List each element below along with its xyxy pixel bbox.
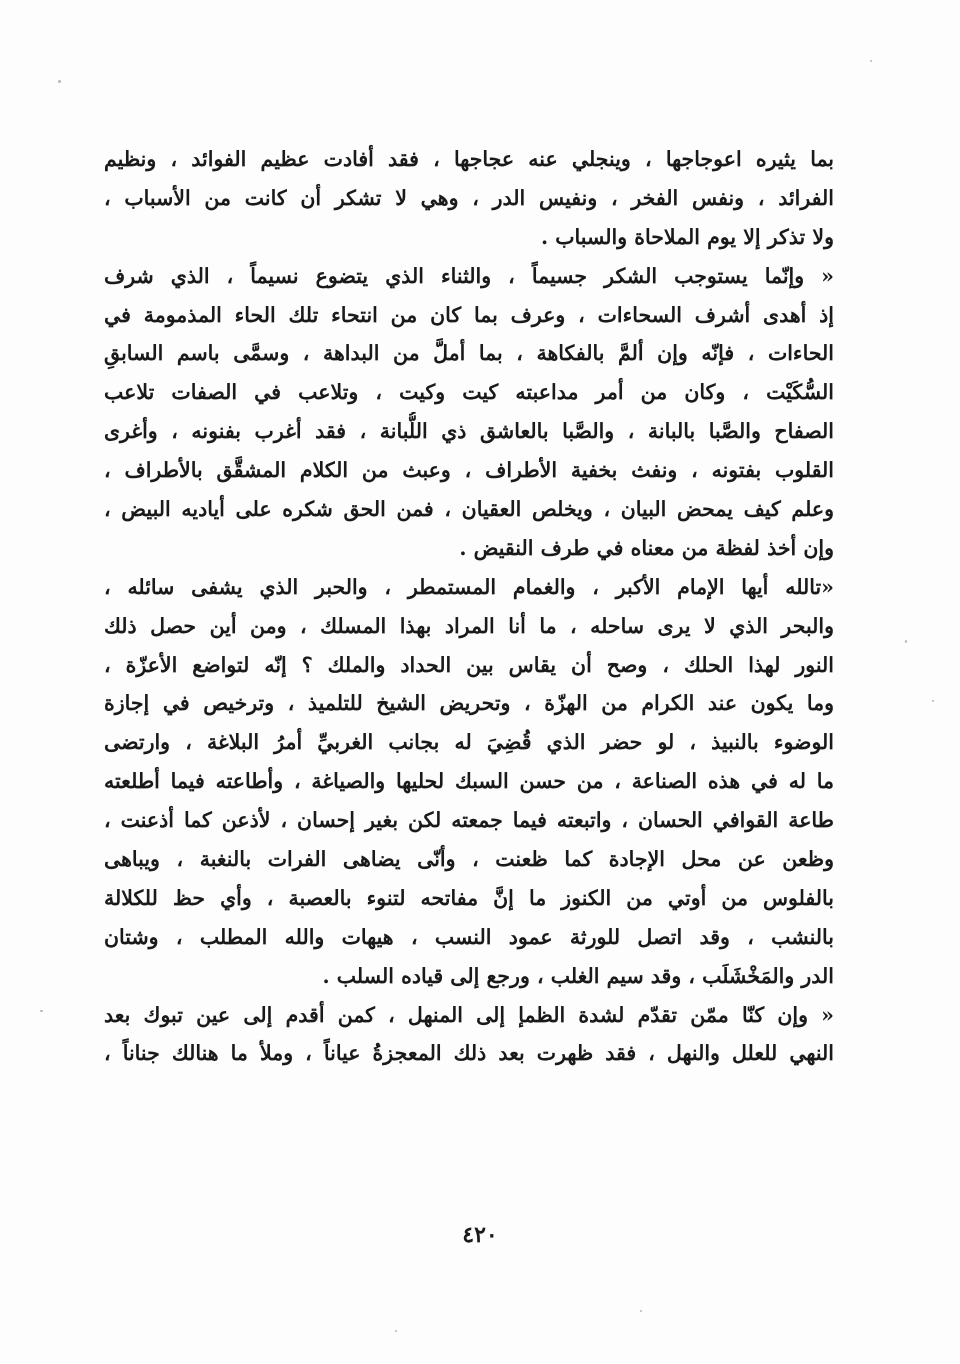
text-line: النور لهذا الحلك ، وصح أن يقاس بين الحداد والملك ؟ إنّه لتواضع الأعزّة ،: [104, 652, 834, 677]
text-line: « وإنّما يستوجب الشكر جسيماً ، والثناء الذي يتضوع نسيماً ، الذي شرف: [104, 263, 834, 288]
text-line: الصفاح والصَّبا بالبانة ، والصَّبا بالعاشق ذي اللُّبانة ، فقد أغرب بفنونه ، وأغرى: [104, 419, 834, 444]
text-line: النهي للعلل والنهل ، فقد ظهرت بعد ذلك المعجزةُ عياناً ، وملأ ما هنالك جناناً ،: [104, 1041, 834, 1066]
text-line: ما له في هذه الصناعة ، من حسن السبك لحليها والصياغة ، وأطاعته فيما أطلعته: [104, 769, 834, 794]
page-number: ٤٢٠: [462, 1222, 498, 1248]
paper-speck: [640, 1310, 642, 1312]
text-line: وعلم كيف يمحض البيان ، ويخلص العقيان ، فمن الحق شكره على أياديه البيض ،: [104, 497, 834, 522]
text-line: ولا تذكر إلا يوم الملاحاة والسباب .: [540, 224, 834, 249]
text-line: وما يكون عند الكرام من الهزّة ، وتحريض الشيخ للتلميذ ، وترخيص في إجازة: [104, 691, 834, 716]
paper-speck: [395, 1330, 397, 1332]
text-line: « وإن كنّا ممّن تقدّم لشدة الظمإ إلى المنهل ، كمن أقدم إلى عين تبوك بعد: [104, 1002, 834, 1027]
text-line: السُّكَيْت ، وكان من أمر مداعبته كيت وكيت ، وتلاعب في الصفات تلاعب: [104, 380, 834, 405]
paper-speck: [40, 1010, 43, 1012]
body-text: [104, 140, 834, 1073]
text-line: بالفلوس من أوتي من الكنوز ما إنَّ مفاتحه لتنوء بالعصبة ، وأي حظ للكلالة: [104, 885, 834, 910]
text-line: إذ أهدى أشرف السحاءات ، وعرف بما كان من انتحاء تلك الحاء المذمومة في: [104, 302, 834, 327]
text-line: «تالله أيها الإمام الأكبر ، والغمام المستمطر ، والحبر الذي يشفى سائله ،: [104, 574, 834, 599]
text-line: الدر والمَخْشَلَب ، وقد سيم الغلب ، ورجع إلى قياده السلب .: [322, 963, 834, 988]
text-line: وإن أخذ لفظة من معناه في طرف النقيض .: [459, 535, 834, 560]
text-line: القلوب بفتونه ، ونفث بخفية الأطراف ، وعبث من الكلام المشقَّق بالأطراف ،: [104, 458, 834, 483]
text-line: وظعن عن محل الإجادة كما ظعنت ، وأنّى يضاهى الفرات بالنغبة ، ويباهى: [104, 847, 834, 872]
paper-speck: [932, 700, 934, 702]
paper-speck: [870, 60, 872, 62]
text-line: الفرائد ، ونفس الفخر ، ونفيس الدر ، وهي لا تشكر أن كانت من الأسباب ،: [104, 185, 834, 210]
text-line: بما يثيره اعوجاجها ، وينجلي عنه عجاجها ، فقد أفادت عظيم الفوائد ، ونظيم: [104, 147, 834, 171]
text-line: الوضوء بالنبيذ ، لو حضر الذي قُضِيَ له بجانب الغربيِّ أمرُ البلاغة ، وارتضى: [104, 730, 834, 755]
text-line: بالنشب ، وقد اتصل للورثة عمود النسب ، هيهات والله المطلب ، وشتان: [104, 924, 834, 949]
paper-speck: [905, 640, 907, 643]
text-line: الحاءات ، فإنّه وإن ألمَّ بالفكاهة ، بما أملَّ من البداهة ، وسمَّى باسم السابقِ: [104, 341, 834, 366]
paper-speck: [58, 80, 61, 83]
text-line: والبحر الذي لا يرى ساحله ، ما أنا المراد بهذا المسلك ، ومن أين حصل ذلك: [104, 613, 834, 638]
text-line: طاعة القوافي الحسان ، واتبعته فيما جمعته لكن بغير إحسان ، لأذعن كما أذعنت ،: [104, 808, 834, 833]
